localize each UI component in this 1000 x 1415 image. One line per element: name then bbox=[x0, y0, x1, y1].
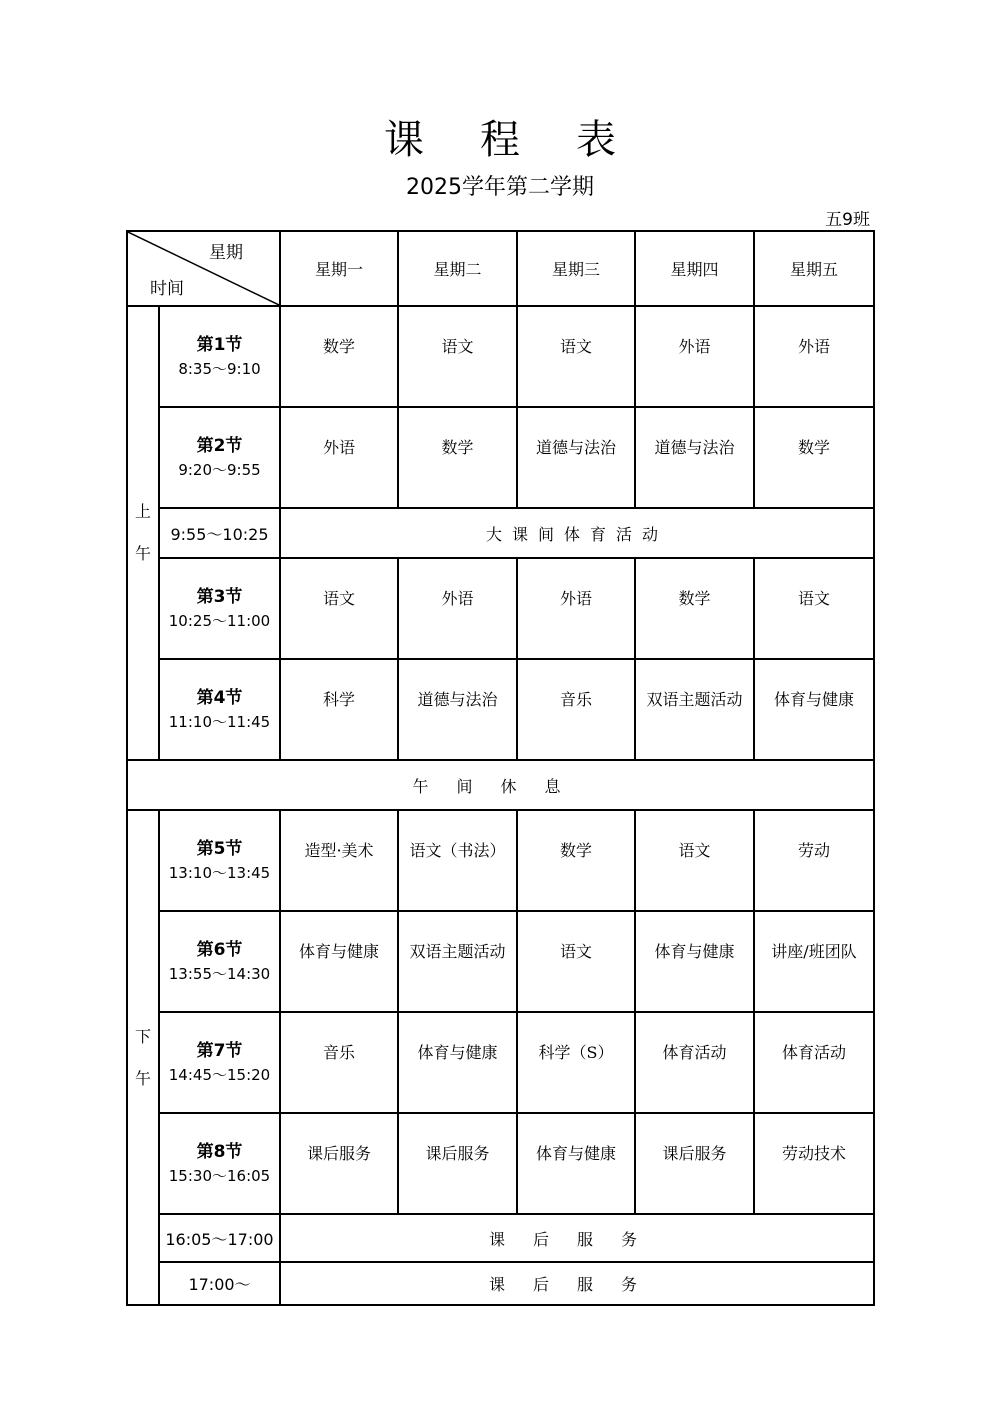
subject-name: 体育活动 bbox=[781, 1043, 846, 1062]
subject-name: 外语 bbox=[797, 337, 830, 356]
subject-cell bbox=[754, 1113, 874, 1214]
subject-cell bbox=[635, 306, 754, 407]
subject-cell bbox=[280, 407, 398, 508]
subject-cell bbox=[398, 911, 517, 1012]
period-time: 10:25～11:00 bbox=[168, 612, 271, 630]
subject-cell bbox=[517, 558, 635, 659]
subject-cell bbox=[517, 911, 635, 1012]
subject-name: 体育与健康 bbox=[417, 1043, 498, 1062]
subject-name: 科学 bbox=[322, 690, 355, 709]
day-header-thu: 星期四 bbox=[635, 231, 754, 306]
subject-cell bbox=[280, 1113, 398, 1214]
subject-cell bbox=[754, 407, 874, 508]
subject-name: 语文 bbox=[797, 589, 830, 608]
subject-name: 双语主题活动 bbox=[409, 942, 506, 961]
morning-label-char-2: 午 bbox=[134, 544, 151, 563]
subject-cell bbox=[517, 659, 635, 760]
subject-name: 道德与法治 bbox=[417, 690, 498, 709]
big-break-label: 大课间体育活动 bbox=[280, 508, 874, 558]
subject-name: 数学 bbox=[559, 841, 592, 860]
subject-name: 外语 bbox=[322, 438, 355, 457]
subject-name: 课后服务 bbox=[662, 1144, 727, 1163]
period-time: 13:10～13:45 bbox=[168, 864, 271, 882]
day-header-mon: 星期一 bbox=[280, 231, 398, 306]
subject-name: 双语主题活动 bbox=[646, 690, 743, 709]
afternoon-label-char-1: 下 bbox=[134, 1026, 151, 1046]
period-name: 第5节 bbox=[196, 839, 243, 859]
subject-cell bbox=[398, 407, 517, 508]
subject-cell bbox=[398, 558, 517, 659]
period-info bbox=[159, 558, 280, 659]
schedule-table bbox=[126, 230, 875, 1306]
subject-cell bbox=[398, 810, 517, 911]
period-row-4 bbox=[127, 659, 874, 760]
subject-cell bbox=[398, 659, 517, 760]
subject-cell bbox=[754, 810, 874, 911]
subject-name: 劳动 bbox=[797, 841, 830, 860]
subject-name: 体育与健康 bbox=[654, 942, 735, 961]
subject-cell bbox=[517, 1012, 635, 1113]
subject-name: 讲座/班团队 bbox=[771, 942, 857, 961]
period-row-8 bbox=[127, 1113, 874, 1214]
subject-cell bbox=[517, 810, 635, 911]
subject-name: 体育与健康 bbox=[298, 942, 379, 961]
period-name: 第3节 bbox=[196, 587, 243, 607]
subject-cell bbox=[398, 1113, 517, 1214]
morning-label-char-1: 上 bbox=[134, 502, 151, 521]
subject-cell bbox=[280, 558, 398, 659]
after-service-time-2: 17:00～ bbox=[159, 1262, 280, 1305]
corner-time-label: 时间 bbox=[150, 279, 184, 299]
subject-name: 外语 bbox=[441, 589, 474, 608]
big-break-time: 9:55～10:25 bbox=[159, 508, 280, 558]
period-name: 第6节 bbox=[196, 940, 243, 960]
period-time: 13:55～14:30 bbox=[168, 965, 271, 983]
subject-name: 造型·美术 bbox=[304, 841, 374, 860]
subject-cell bbox=[398, 1012, 517, 1113]
period-row-7 bbox=[127, 1012, 874, 1113]
subject-name: 道德与法治 bbox=[654, 438, 735, 457]
period-row-5 bbox=[127, 810, 874, 911]
period-time: 14:45～15:20 bbox=[168, 1066, 271, 1084]
period-info bbox=[159, 911, 280, 1012]
subject-name: 道德与法治 bbox=[535, 438, 616, 457]
subject-cell bbox=[754, 1012, 874, 1113]
subject-name: 体育与健康 bbox=[535, 1144, 616, 1163]
subject-name: 语文 bbox=[441, 337, 474, 356]
period-info bbox=[159, 407, 280, 508]
subject-cell bbox=[635, 558, 754, 659]
subject-name: 劳动技术 bbox=[781, 1144, 846, 1163]
period-time: 9:20～9:55 bbox=[178, 461, 261, 479]
period-row-1 bbox=[127, 306, 874, 407]
subject-cell bbox=[280, 911, 398, 1012]
after-service-label-2: 课后服务 bbox=[280, 1262, 874, 1305]
period-row-2 bbox=[127, 407, 874, 508]
day-header-wed: 星期三 bbox=[517, 231, 635, 306]
subject-cell bbox=[517, 407, 635, 508]
period-name: 第1节 bbox=[196, 335, 243, 355]
subject-cell bbox=[635, 407, 754, 508]
subject-cell bbox=[635, 659, 754, 760]
subject-name: 语文（书法） bbox=[409, 841, 506, 860]
subject-name: 语文 bbox=[559, 337, 592, 356]
term-subtitle: 2025学年第二学期 bbox=[406, 175, 594, 200]
corner-cell bbox=[127, 231, 280, 306]
subject-name: 语文 bbox=[559, 942, 592, 961]
subject-name: 体育与健康 bbox=[773, 690, 854, 709]
class-label: 五9班 bbox=[825, 210, 870, 230]
subject-name: 语文 bbox=[322, 589, 355, 608]
big-break-row bbox=[127, 508, 874, 558]
afternoon-label bbox=[127, 810, 159, 1305]
period-name: 第8节 bbox=[196, 1142, 243, 1162]
after-service-label-1: 课后服务 bbox=[280, 1214, 874, 1262]
afternoon-label-char-2: 午 bbox=[134, 1068, 151, 1088]
subject-name: 课后服务 bbox=[306, 1144, 371, 1163]
subject-name: 数学 bbox=[441, 438, 474, 457]
subject-cell bbox=[517, 1113, 635, 1214]
period-info bbox=[159, 810, 280, 911]
lunch-break-label: 午间休息 bbox=[127, 760, 874, 810]
subject-cell bbox=[398, 306, 517, 407]
subject-name: 数学 bbox=[797, 438, 830, 457]
subject-name: 体育活动 bbox=[662, 1043, 727, 1062]
period-row-6 bbox=[127, 911, 874, 1012]
subject-cell bbox=[517, 306, 635, 407]
period-time: 8:35～9:10 bbox=[178, 360, 261, 378]
day-header-tue: 星期二 bbox=[398, 231, 517, 306]
period-info bbox=[159, 659, 280, 760]
subject-cell bbox=[280, 810, 398, 911]
period-info bbox=[159, 306, 280, 407]
period-row-3 bbox=[127, 558, 874, 659]
subject-name: 音乐 bbox=[559, 690, 592, 709]
subject-cell bbox=[754, 659, 874, 760]
period-time: 11:10～11:45 bbox=[168, 713, 271, 731]
subject-name: 外语 bbox=[678, 337, 711, 356]
subject-cell bbox=[280, 659, 398, 760]
period-name: 第4节 bbox=[196, 688, 243, 708]
period-info bbox=[159, 1113, 280, 1214]
period-name: 第7节 bbox=[196, 1041, 243, 1061]
day-header-fri: 星期五 bbox=[754, 231, 874, 306]
subject-name: 数学 bbox=[322, 337, 355, 356]
subject-name: 语文 bbox=[678, 841, 711, 860]
after-service-row-2 bbox=[127, 1262, 874, 1305]
subject-name: 科学（S） bbox=[538, 1043, 614, 1062]
after-service-row-1 bbox=[127, 1214, 874, 1262]
subject-cell bbox=[754, 911, 874, 1012]
subject-name: 数学 bbox=[678, 589, 711, 608]
subject-cell bbox=[754, 558, 874, 659]
subject-cell bbox=[635, 911, 754, 1012]
period-info bbox=[159, 1012, 280, 1113]
subject-cell bbox=[754, 306, 874, 407]
subject-cell bbox=[635, 810, 754, 911]
lunch-break-row bbox=[127, 760, 874, 810]
subject-cell bbox=[280, 306, 398, 407]
corner-weekday-label: 星期 bbox=[209, 243, 243, 263]
subject-cell bbox=[635, 1012, 754, 1113]
after-service-time-1: 16:05～17:00 bbox=[159, 1214, 280, 1262]
subject-name: 课后服务 bbox=[425, 1144, 490, 1163]
header-row bbox=[127, 231, 874, 306]
page-title: 课程表 bbox=[384, 117, 672, 163]
morning-label bbox=[127, 306, 159, 760]
period-name: 第2节 bbox=[196, 436, 243, 456]
period-time: 15:30～16:05 bbox=[168, 1167, 271, 1185]
subject-cell bbox=[280, 1012, 398, 1113]
subject-name: 音乐 bbox=[322, 1043, 355, 1062]
subject-name: 外语 bbox=[559, 589, 592, 608]
subject-cell bbox=[635, 1113, 754, 1214]
